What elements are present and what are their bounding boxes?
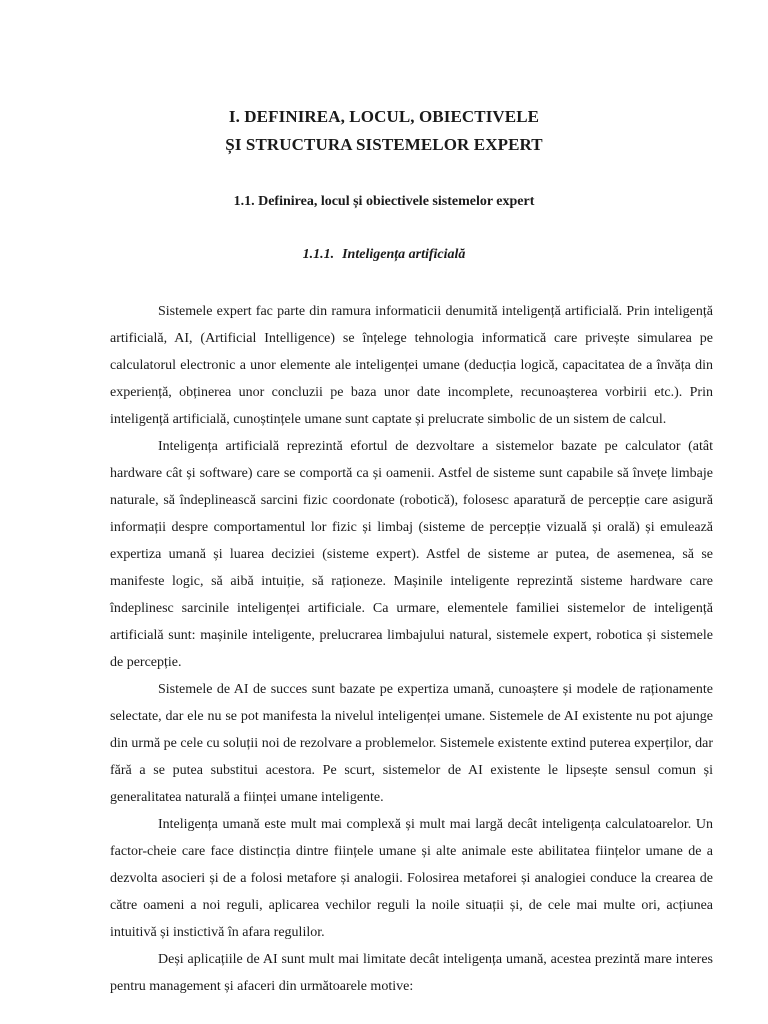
subsection-label: Inteligența artificială	[342, 247, 466, 262]
paragraph-2: Inteligența artificială reprezintă efortul de dezvoltare a sistemelor bazate pe calculator (atât hardware cât și software) care se comportă ca și oamenii. Astfel de sisteme sunt capabile să învețe limbaje naturale, să îndeplinească sarcini fizic coordonate (robotică), folosesc aparatură de percepție care asigură informații despre comportamentul lor fizic și limbaj (sisteme de percepție vizuală și orală) și emulează expertiza umană și luarea deciziei (sisteme expert). Astfel de sisteme ar putea, de asemenea, să se manifeste logic, să aibă intuiție, să raționeze. Mașinile inteligente reprezintă sisteme hardware care îndeplinesc sarcinile inteligenței artificiale. Ca urmare, elementele familiei sistemelor de inteligență artificială sunt: mașinile inteligente, prelucrarea limbajului natural, sistemele expert, robotica și sistemele de percepție.	[110, 439, 713, 670]
paragraph-1: Sistemele expert fac parte din ramura informaticii denumită inteligență artificială. Prin inteligență artificială, AI, (Artificial Intelligence) se înțelege tehnologia informatică care privește simularea pe calculatorul electronic a unor elemente ale inteligenței umane (deducția logică, capacitatea de a învăța din experiență, obținerea unor concluzii pe baza unor date incomplete, recunoașterea vorbirii etc.). Prin inteligență artificială, cunoștințele umane sunt captate și prelucrate simbolic de un sistem de calcul.	[110, 304, 713, 427]
paragraph-3: Sistemele de AI de succes sunt bazate pe expertiza umană, cunoaștere și modele de raționamente selectate, dar ele nu se pot manifesta la nivelul inteligenței umane. Sistemele de AI existente nu pot ajunge din urmă pe cele cu soluții noi de rezolvare a problemelor. Sistemele existente extind puterea experților, dar fără a se putea substitui acestora. Pe scurt, sistemelor de AI existente le lipsește sensul comun și generalitatea naturală a ființei umane inteligente.	[110, 682, 713, 805]
body-text	[110, 298, 713, 1000]
chapter-title	[0, 103, 768, 159]
chapter-title-line-1: I. DEFINIREA, LOCUL, OBIECTIVELE	[228, 107, 540, 126]
paragraph-4: Inteligența umană este mult mai complexă și mult mai largă decât inteligența calculatoarelor. Un factor-cheie care face distincția dintre ființele umane și alte animale este abilitatea ființelor umane de a dezvolta asocieri și de a folosi metafore și analogii. Folosirea metaforei și analogiei conduce la crearea de către oameni a noi reguli, aplicarea vechilor reguli la noile situații și, de cele mai multe ori, acțiunea intuitivă și instictivă în afara regulilor.	[110, 817, 713, 940]
subsection-title	[0, 245, 768, 265]
section-title: 1.1. Definirea, locul și obiectivele sistemelor expert	[233, 194, 535, 209]
subsection-number: 1.1.1.	[302, 247, 335, 262]
chapter-title-line-2: ȘI STRUCTURA SISTEMELOR EXPERT	[225, 135, 543, 154]
paragraph-5: Deși aplicațiile de AI sunt mult mai limitate decât inteligența umană, acestea prezintă mare interes pentru management și afaceri din următoarele motive:	[110, 952, 713, 994]
